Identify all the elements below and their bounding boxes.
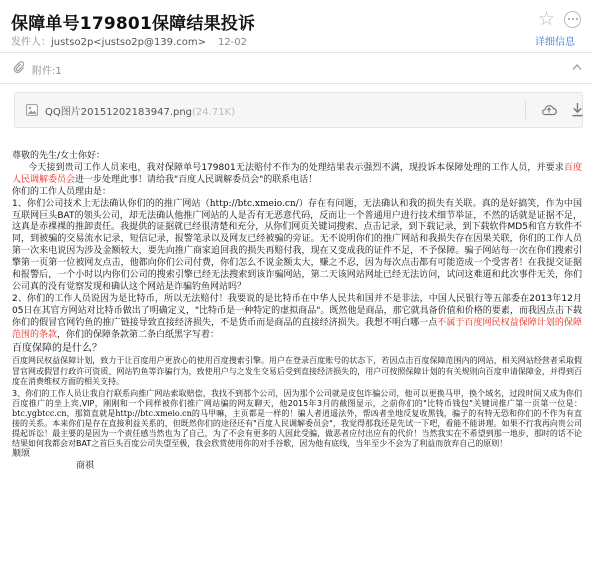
url-text: http://btc.xmeio.cn: [115, 408, 192, 418]
sender-label: 发件人：: [11, 37, 51, 48]
chevron-up-icon[interactable]: [572, 63, 582, 71]
download-icon[interactable]: [571, 102, 584, 117]
divider: [525, 101, 526, 119]
body-paragraph: 你们的工作人员理由是：: [12, 186, 112, 197]
url-text: http://btc.xmeio.cn/: [209, 198, 299, 209]
image-file-icon: [26, 104, 38, 116]
body-paragraph: 3、你们的工作人员让我自行联系向推广网站索取赔偿，我找不到那个公司，因为那个公司就是皮包诈骗公司，他可以更换马甲，换个域名，过段时间又成为你们百度推广的坐上宾,VIP，刚刚和一个同样被你们推广网站骗的网友聊天，他2015年3月的截图显示，之前你们的"比特币钱包"关键词推广第一页第一位是：btc.ygbtcc.cn，那简直就是http://btc.xmeio.cn的马甲嘛，主页都是一样的！骗人者逍遥法外，帮凶者坐地反复收黑钱，骗子的有特无恐和你们的不作为有直接的关系。本来你们是存在直接利益关系的，但既然你们的途径还有"百度人民调解委员会"，我觉得那我还是先试一下吧，看能不能讲理。如果不行我再向贵公司提起诉讼！最主要的是因为一个责任感当然也为了自己，为了不会有更多的人因此受骗，做恶者应付出应有的代价！当然我实在不希望到那一地步，那时的话不论结果如何我都会对BAT之首巨头百度公司失望至极，我会欣赏使用你的对手谷歌，因为他有底线，当年至少不会为了利益而放弃自己的原则！: [12, 388, 582, 449]
attachment-name: QQ图片20151202183947.png(24.71K): [45, 107, 236, 118]
cloud-save-icon[interactable]: [541, 103, 557, 117]
attachment-bar[interactable]: [0, 52, 593, 84]
body-paragraph: 2、你们的工作人员说因为是比特币，所以无法赔付！我要说的是比特币在中华人民共和国并不是非法，中国人民银行等五部委在2013年12月05日在其官方网站对比特币做出了明确定义，"比特币是一种特定的虚拟商品"。既然他是商品，那它就具备价值和价格的要素，而我因点击下载你们的假冒官网钓鱼的推广链接导致直接经济损失，不是货币而是商品的直接经济损失。我想不明白哪一点不属于百度网民权益保障计划的保障范围的条款，你们的保障条款第二条白纸黑字写着：: [12, 293, 582, 340]
quoted-terms: 百度网民权益保障计划，致力于让百度用户更放心的使用百度搜索引擎。用户在登录百度账号的状态下，若因点击百度保障范围内的网站，相关网站经营者采取假冒官网或假冒行政许可资质、网站钓鱼等诈骗行为，致使用户与之发生交易后受到直接经济损失的，用户可按照保障计划的有关规则向百度申请保障金，并得到百度在消费维权方面的相关支持。: [12, 356, 582, 386]
body-paragraph: 今天接到贵司工作人员来电，我对保障单号179801无法赔付不作为的处理结果表示强烈不满，现投诉本保障处理的工作人员，并要求百度人民调解委员会进一步处理此事！请给我"百度人民调解委员会"的联系电话！: [12, 162, 582, 185]
email-subject: 保障单号179801保障结果投诉: [11, 14, 256, 34]
sender-address[interactable]: justso2p<justso2p@139.com>: [51, 37, 206, 48]
closing: 顺颂: [12, 449, 31, 460]
email-date: 12-02: [217, 37, 248, 48]
email-body: [12, 151, 582, 473]
attachment-count: 附件:1: [32, 66, 62, 77]
star-icon[interactable]: ☆: [538, 8, 556, 30]
highlighted-text: 百度人民调解委员会: [12, 162, 582, 185]
email-header: [0, 0, 593, 50]
body-paragraph: 1、你们公司技术上无法确认你们的的推广网站（http://btc.xmeio.cn/）存在有问题，无法确认和我的损失有关联。真的是好搞笑，作为中国互联网巨头BAT的领头公司，却无法确认他推广网站的人是否有无恶意代码，反而让一个普通用户进行技术细节举证，不然的话就是证据不足，这真是赤裸裸的推卸责任。我提供的证据就已经很清楚和充分，从你们网页关键词搜索、点击记录，到下载记录，到下载软件MD5和官方软件不同，到被骗的交易流水记录，短信记录，报警笔录以及网友已经被骗的旁证。无不说明你们的推广网站和我损失存在因果关联，你们的工作人员第一次来电说因为涉及金额较大，要先向推广商家追回我的损失再赔付我，现在又变成我的证件不足，不予保障。骗子网站每一次在你们搜索引擎第一页第一位被网友点击，他都向你们公司付费，你们怎么不说金额太大，赚之不忍，因为每次点击都有可能造成一个受害者！在我提交证据和报警后，一个小时以内你们公司的搜索引擎已经无法搜索到该诈骗网站，第二天该网站网址已经无法访问，试问这难道和此次事件无关，你们公司真的没有觉察发现和确认这个网站是诈骗钓鱼网站吗？: [12, 198, 582, 292]
attachment-size: (24.71K): [192, 107, 236, 118]
sender-row: [11, 33, 247, 48]
highlighted-text: 不属于百度网民权益保障计划的保障范围的条款: [12, 317, 582, 340]
more-options-icon[interactable]: [564, 11, 581, 28]
detail-info-link[interactable]: 详细信息: [535, 37, 575, 48]
url-text: btc.ygbtcc.cn: [12, 408, 67, 418]
greeting: 尊敬的先生/女士你好：: [12, 151, 106, 161]
paperclip-icon: [13, 61, 25, 73]
signature: 商祺: [76, 461, 95, 472]
quote-heading: 百度保障的是什么？: [12, 342, 102, 354]
attachment-file[interactable]: [14, 92, 583, 128]
